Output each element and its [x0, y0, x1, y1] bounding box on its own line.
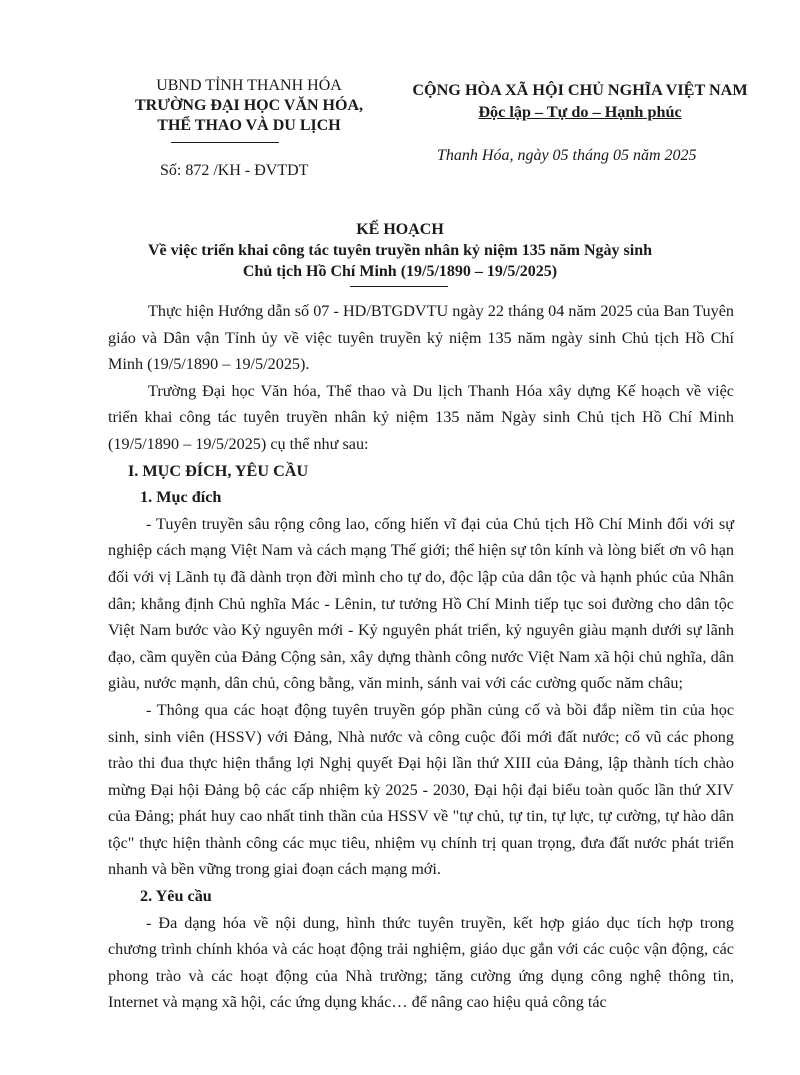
title-subject-line-1: Về việc triển khai công tác tuyên truyền nhân kỷ niệm 135 năm Ngày sinh — [147, 242, 653, 259]
authority-line-3: THỂ THAO VÀ DU LỊCH — [157, 117, 341, 134]
title-underline — [350, 286, 448, 287]
purpose-item-2: - Thông qua các hoạt động tuyên truyền góp phần củng cố và bồi đắp niềm tin của học sinh, sinh viên (HSSV) với Đảng, Nhà nước và công cuộc đổi mới đất nước; cổ vũ các phong trào thi đua thực hiện thắng lợi Nghị quyết Đại hội lần thứ XIII của Đảng, lập thành tích chào mừng Đại hội Đảng bộ các cấp nhiệm kỳ 2025 - 2030, Đại hội đại biểu toàn quốc lần thứ XIV của Đảng; phát huy cao nhất tinh thần của HSSV về "tự chủ, tự tin, tự lực, tự cường, tự hào dân tộc" thực hiện thành công các mục tiêu, nhiệm vụ chính trị quan trọng, đưa đất nước phát triển nhanh và bền vững trong giai đoạn cách mạng mới. — [108, 700, 734, 879]
intro-paragraph-2: Trường Đại học Văn hóa, Thể thao và Du lịch Thanh Hóa xây dựng Kế hoạch về việc triển khai công tác tuyên truyền nhân kỷ niệm 135 năm Ngày sinh Chủ tịch Hồ Chí Minh (19/5/1890 – 19/5/2025) cụ thể như sau: — [108, 381, 734, 453]
title-subject-line-2: Chủ tịch Hồ Chí Minh (19/5/1890 – 19/5/2025) — [242, 263, 558, 280]
section-heading-1: I. MỤC ĐÍCH, YÊU CẦU — [128, 461, 309, 480]
national-motto-line: Độc lập – Tự do – Hạnh phúc — [478, 103, 682, 121]
national-title: CỘNG HÒA XÃ HỘI CHỦ NGHĨA VIỆT NAM — [412, 81, 748, 99]
authority-underline — [171, 142, 279, 143]
place-date: Thanh Hóa, ngày 05 tháng 05 năm 2025 — [437, 147, 697, 164]
authority-line-2: TRƯỜNG ĐẠI HỌC VĂN HÓA, — [134, 97, 363, 114]
issuing-authority — [104, 76, 394, 136]
requirement-item-1: - Đa dạng hóa về nội dung, hình thức tuyên truyền, kết hợp giáo dục tích hợp trong chương trình chính khóa và các hoạt động trải nghiệm, giáo dục gắn với các cuộc vận động, các phong trào và các hoạt động của Nhà trường; tăng cường ứng dụng công nghệ thông tin, Internet và mạng xã hội, các ứng dụng khác… để nâng cao hiệu quả công tác — [108, 913, 734, 1012]
subsection-heading-purpose: 1. Mục đích — [140, 488, 222, 507]
document-number: Số: 872 /KH - ĐVTDT — [160, 162, 309, 179]
title-heading: KẾ HOẠCH — [356, 221, 444, 238]
document-body — [108, 298, 734, 1016]
subsection-heading-requirements: 2. Yêu cầu — [140, 887, 212, 906]
document-title — [100, 219, 700, 282]
purpose-item-1: - Tuyên truyền sâu rộng công lao, cống hiến vĩ đại của Chủ tịch Hồ Chí Minh đối với sự nghiệp cách mạng Việt Nam và cách mạng Thế giới; thể hiện sự tôn kính và lòng biết ơn vô hạn đối với vị Lãnh tụ đã dành trọn đời mình cho tự do, độc lập của dân tộc và hạnh phúc của Nhân dân; khẳng định Chủ nghĩa Mác - Lênin, tư tưởng Hồ Chí Minh tiếp tục soi đường cho dân tộc Việt Nam bước vào Kỷ nguyên mới - Kỷ nguyên phát triển, kỷ nguyên giàu mạnh dưới sự lãnh đạo, cầm quyền của Đảng Cộng sản, xây dựng thành công nước Việt Nam xã hội chủ nghĩa, dân giàu, nước mạnh, dân chủ, công bằng, văn minh, sánh vai với các cường quốc năm châu; — [108, 514, 734, 693]
national-motto — [380, 79, 780, 123]
intro-paragraph-1: Thực hiện Hướng dẫn số 07 - HD/BTGDVTU ngày 22 tháng 04 năm 2025 của Ban Tuyên giáo và Dân vận Tỉnh ủy về việc tuyên truyền kỷ niệm 135 năm ngày sinh Chủ tịch Hồ Chí Minh (19/5/1890 – 19/5/2025). — [108, 302, 734, 374]
authority-line-1: UBND TỈNH THANH HÓA — [156, 77, 342, 94]
